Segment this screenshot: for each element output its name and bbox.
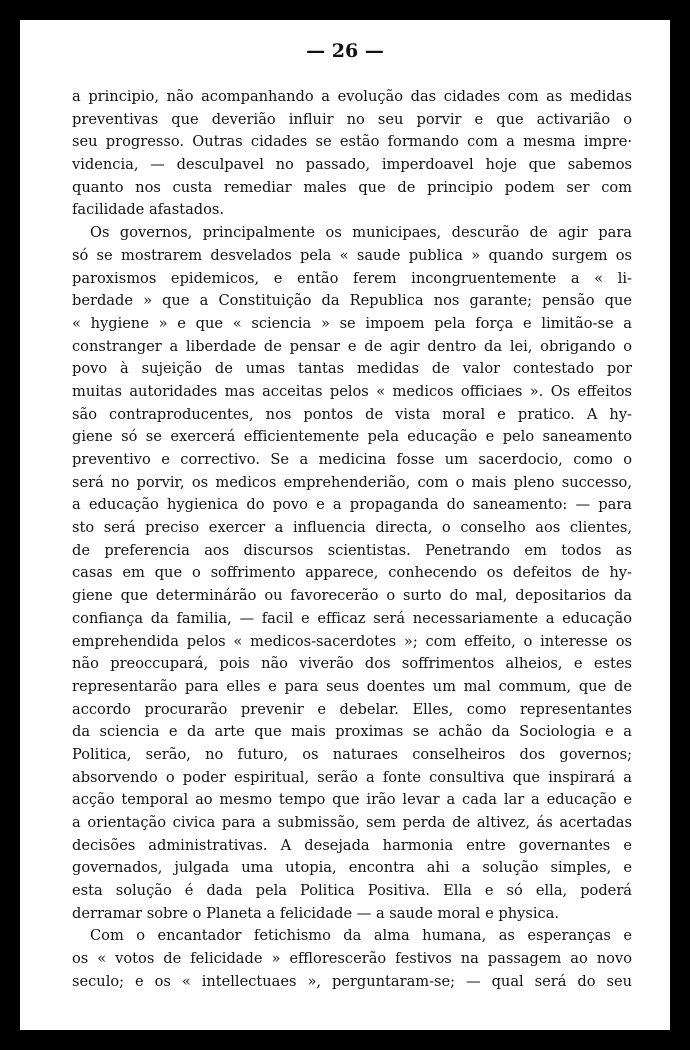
text-line: Os governos, principalmente os municipaes, descurão de agir para xyxy=(90,224,632,242)
text-line: accordo procurarão prevenir e debelar. Elles, como representantes xyxy=(72,700,632,718)
text-line: sto será preciso exercer a influencia directa, o conselho aos clientes, xyxy=(72,519,632,537)
text-line: só se mostrarem desvelados pela « saude publica » quando surgem os xyxy=(72,246,632,264)
text-line: representarão para elles e para seus doentes um mal commum, que de xyxy=(72,677,632,695)
text-line: são contraproducentes, nos pontos de vista moral e pratico. A hy- xyxy=(72,405,632,423)
text-line: seu progresso. Outras cidades se estão formando com a mesma impre· xyxy=(72,133,632,151)
text-line: derramar sobre o Planeta a felicidade — a saude moral e physica. xyxy=(72,904,560,922)
text-line: Com o encantador fetichismo da alma humana, as esperanças e xyxy=(90,927,632,945)
text-line: acção temporal ao mesmo tempo que irão levar a cada lar a educação e xyxy=(72,791,632,809)
body-text xyxy=(72,86,632,994)
text-line: decisões administrativas. A desejada harmonia entre governantes e xyxy=(72,836,632,854)
text-line: seculo; e os « intellectuaes », perguntaram-se; — qual será do seu xyxy=(72,972,632,990)
text-line: paroxismos epidemicos, e então ferem incongruentemente a « li- xyxy=(72,269,632,287)
text-line: de preferencia aos discursos scientistas. Penetrando em todos as xyxy=(72,541,632,559)
text-line: esta solução é dada pela Politica Positiva. Ella e só ella, poderá xyxy=(72,882,632,900)
text-line: muitas autoridades mas acceitas pelos « medicos officiaes ». Os effeitos xyxy=(72,382,632,400)
text-line: a orientação civica para a submissão, sem perda de altivez, ás acertadas xyxy=(72,814,632,831)
text-line: não preoccupará, pois não viverão dos soffrimentos alheios, e estes xyxy=(72,655,632,673)
text-line: emprehendida pelos « medicos-sacerdotes »; com effeito, o interesse os xyxy=(72,632,632,650)
text-line: a principio, não acompanhando a evolução das cidades com as medidas xyxy=(72,88,632,105)
text-line: quanto nos custa remediar males que de principio podem ser com xyxy=(72,178,632,196)
text-line: berdade » que a Constituição da Republica nos garante; pensão que xyxy=(72,292,632,310)
text-line: governados, julgada uma utopia, encontra ahi a solução simples, e xyxy=(72,859,632,877)
text-line: os « votos de felicidade » efflorescerão festivos na passagem ao novo xyxy=(72,950,632,968)
text-line: da sciencia e da arte que mais proximas se achão da Sociologia e a xyxy=(72,723,632,741)
page-number: — 26 — xyxy=(306,40,384,62)
text-line: casas em que o soffrimento apparece, conhecendo os defeitos de hy- xyxy=(72,564,632,582)
text-line: giene que determinárão ou favorecerão o surto do mal, depositarios da xyxy=(72,587,632,605)
text-line: giene só se exercerá efficientemente pela educação e pelo saneamento xyxy=(72,428,632,446)
text-line: povo à sujeição de umas tantas medidas de valor contestado por xyxy=(72,360,632,378)
text-line: absorvendo o poder espiritual, serão a fonte consultiva que inspirará a xyxy=(72,768,632,786)
text-line: preventivas que deverião influir no seu porvir e que activarião o xyxy=(72,110,632,128)
text-line: videncia, — desculpavel no passado, imperdoavel hoje que sabemos xyxy=(72,156,632,174)
text-line: será no porvir, os medicos emprehenderião, com o mais pleno successo, xyxy=(72,473,632,491)
text-line: Politica, serão, no futuro, os naturaes conselheiros dos governos; xyxy=(72,745,632,763)
text-line: a educação hygienica do povo e a propaganda do saneamento: — para xyxy=(72,496,632,514)
text-line: constranger a liberdade de pensar e de agir dentro da lei, obrigando o xyxy=(72,337,632,355)
text-line: facilidade afastados. xyxy=(72,201,225,219)
book-page xyxy=(20,20,670,1030)
text-line: confiança da familia, — facil e efficaz será necessariamente a educação xyxy=(72,609,632,627)
text-line: « hygiene » e que « sciencia » se impoem pela força e limitão-se a xyxy=(72,314,632,332)
text-line: preventivo e correctivo. Se a medicina fosse um sacerdocio, como o xyxy=(72,451,632,468)
